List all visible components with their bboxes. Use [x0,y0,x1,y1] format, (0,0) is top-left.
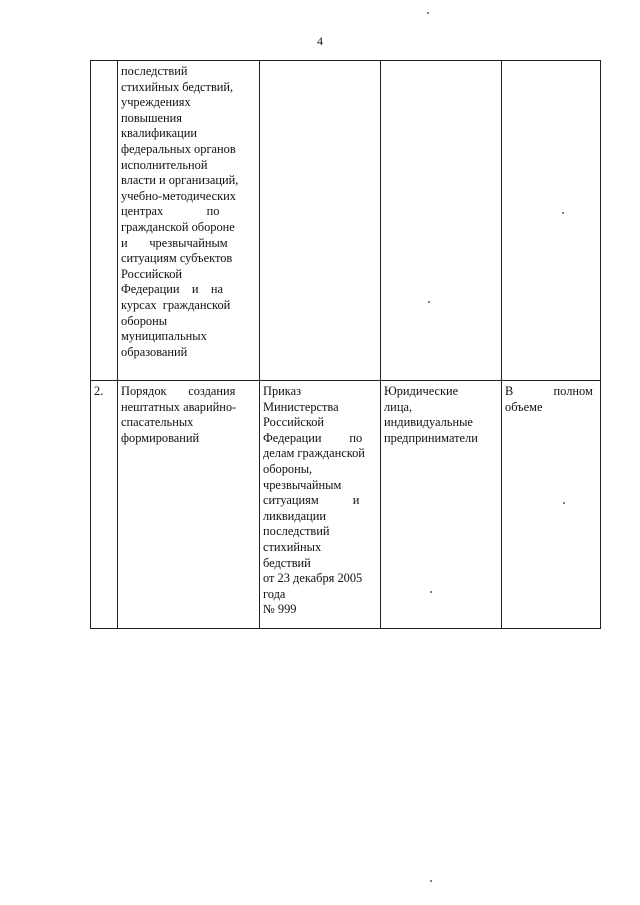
page-number: 4 [317,34,323,48]
cell-line: образований [121,344,188,359]
scan-speck [430,880,432,882]
requirement-cell [118,61,260,381]
cell-line: ликвидации [263,508,327,523]
cell-line: центрах по [121,204,220,219]
cell-line: В полном [505,384,593,398]
cell-line: и чрезвычайным [121,235,228,250]
cell-line: муниципальных [121,329,207,344]
cell-line: чрезвычайным [263,477,342,492]
cell-line: курсах гражданской [121,297,231,312]
cell-line: стихийных [263,539,322,554]
table-row [91,381,601,629]
cell-line: обороны, [263,461,313,476]
cell-line: предприниматели [384,430,478,445]
cell-line: власти и организаций, [121,173,239,188]
row-number-cell: 2. [91,381,118,629]
cell-line: Приказ [263,384,302,398]
cell-line: бедствий [263,555,311,570]
cell-line: Российской [121,266,183,281]
scope-cell [502,61,601,381]
scan-speck [430,591,432,593]
scan-speck [427,12,429,14]
subjects-cell [381,381,502,629]
cell-line: лица, [384,399,413,414]
cell-line: последствий [121,64,188,78]
cell-line: спасательных [121,415,194,430]
cell-line: Российской [263,415,325,430]
legal-act-cell [260,381,381,629]
cell-line: исполнительной [121,157,208,172]
cell-line: учреждениях [121,95,191,110]
scan-speck [428,301,430,303]
cell-line: объеме [505,399,543,414]
cell-line: № 999 [263,602,297,617]
cell-line: индивидуальные [384,415,473,430]
row-number-cell [91,61,118,381]
cell-line: последствий [263,524,330,539]
cell-line: формирований [121,430,200,445]
cell-line: стихийных бедствий, [121,79,234,94]
cell-line: ситуациям и [263,493,360,508]
cell-line: Федерации по [263,430,363,445]
cell-line: обороны [121,313,168,328]
cell-line: нештатных аварийно- [121,399,237,414]
requirements-table [90,60,601,629]
cell-line: ситуациям субъектов [121,251,233,266]
cell-line: учебно-методических [121,188,236,203]
scan-speck [562,212,564,214]
cell-line: Юридические [384,384,459,398]
cell-line: Порядок создания [121,384,236,398]
scan-speck [563,502,565,504]
scope-cell [502,381,601,629]
cell-line: года [263,586,286,601]
table-row [91,61,601,381]
cell-line: Министерства [263,399,339,414]
cell-line: от 23 декабря 2005 [263,571,363,586]
cell-line: гражданской обороне [121,219,235,234]
requirement-cell [118,381,260,629]
subjects-cell [381,61,502,381]
cell-line: повышения [121,110,183,125]
cell-line: делам гражданской [263,446,365,461]
cell-line: федеральных органов [121,141,236,156]
legal-act-cell [260,61,381,381]
cell-line: Федерации и на [121,282,224,297]
cell-line: квалификации [121,126,198,141]
